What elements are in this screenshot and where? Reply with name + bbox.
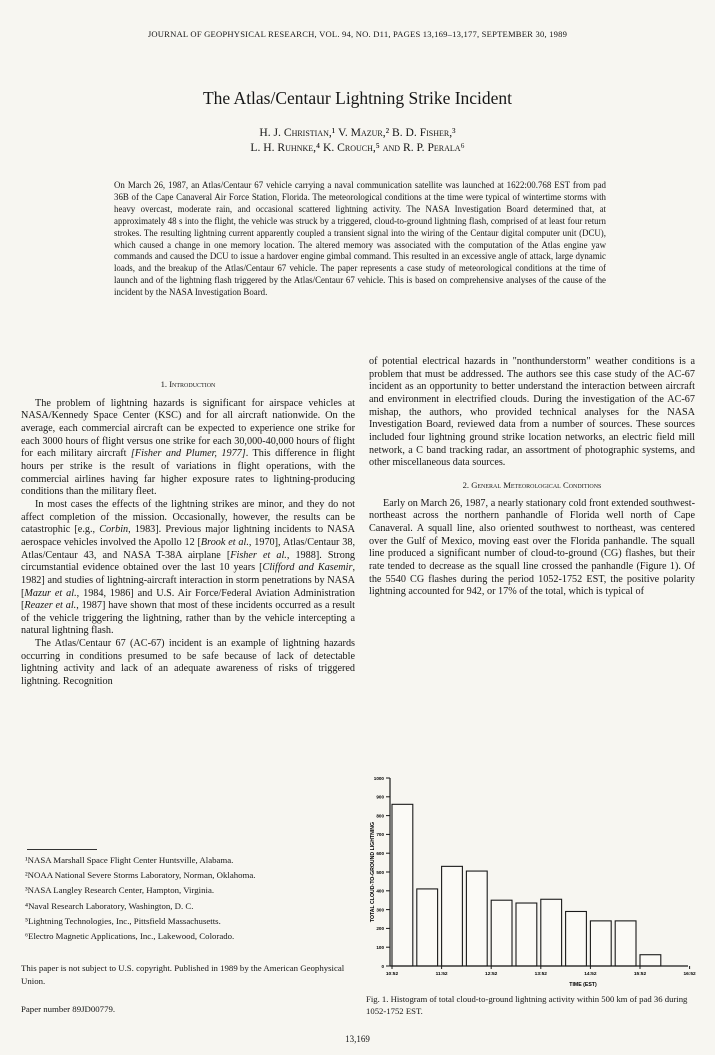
paper-title: The Atlas/Centaur Lightning Strike Incident bbox=[202, 88, 513, 108]
footnotes bbox=[25, 853, 355, 944]
abstract: On March 26, 1987, an Atlas/Centaur 67 vehicle carrying a naval communication satellite was launched at 1622:00.768 EST from pad 36B of the Cape Canaveral Air Force Station, Florida. The meteorological conditions at the time were typical of wintertime storms with heavy overcast, moderate rain, and occasional scattered lightning activity. The NASA Investigation Board determined that, at approximately 48 s into the flight, the vehicle was struck by a triggered, cloud-to-ground lightning flash, comprised of at least four return strokes. The resulting lightning current apparently coupled a transient signal into the wiring of the Centaur digital computer unit (DCU), which caused a change in one memory location. The altered memory was associated with the computation of the Atlas engine yaw commands and caused the DCU to issue a hardover engine gimbal command. This resulted in an excessive angle of attack, large dynamic loads, and the breakup of the Atlas/Centaur 67 vehicle. The paper represents a case study of meteorological conditions at the time of launch and of the lightning flash triggered by the Atlas/Centaur 67 vehicle. This is based on comprehensive analyses of the cause of the incident by the NASA Investigation Board. bbox=[114, 180, 606, 298]
histogram-bar bbox=[640, 955, 661, 966]
paragraph: The Atlas/Centaur 67 (AC-67) incident is an example of lightning hazards occurring in conditions presumed to be safe because of lack of detectable lightning activity and lack of an adequate awareness of risks of triggered lightning. Recognition bbox=[21, 638, 355, 688]
author-line-1: H. J. Christian,¹ V. Mazur,² B. D. Fisher,³ bbox=[259, 126, 456, 139]
footnote: ⁴Naval Research Laboratory, Washington, D. C. bbox=[25, 900, 194, 911]
histogram-bar bbox=[491, 900, 512, 966]
author-line-2: L. H. Ruhnke,⁴ K. Crouch,⁵ and R. P. Perala⁶ bbox=[250, 141, 465, 154]
histogram-bar bbox=[417, 889, 438, 966]
x-tick-label: 10:52 bbox=[385, 972, 399, 977]
paragraph: of potential electrical hazards in "nonthunderstorm" weather conditions is a problem that must be addressed. The authors see this case study of the AC-67 incident as an opportunity to better understand the interaction between aircraft and environment in electrified clouds. During the investigation of the AC-67 mishap, the authors, who provided technical analyses for the NASA Investigation Board, reviewed data from a number of sources. These sources included four lightning ground strike location networks, an electric field mill network, a C band tracking radar, an assortment of photographic systems, and other miscellaneous data sources. bbox=[369, 356, 695, 469]
histogram-bar bbox=[516, 903, 537, 966]
footnote: ⁶Electro Magnetic Applications, Inc., Lakewood, Colorado. bbox=[25, 931, 235, 942]
histogram-bar bbox=[541, 899, 562, 966]
left-column bbox=[21, 378, 355, 689]
paper-number: Paper number 89JD00779. bbox=[21, 1004, 116, 1014]
y-tick-label: 900 bbox=[376, 794, 384, 800]
y-tick-label: 500 bbox=[376, 869, 384, 875]
paragraph: The problem of lightning hazards is significant for airspace vehicles at NASA/Kennedy Space Center (KSC) and for all aircraft nationwide. On the average, each commercial aircraft can be expected to experience one strike for each 3000 hours of flight versus one strike for each 30,000-40,000 hours of flight for each military aircraft [Fisher and Plumer, 1977]. This difference in flight hours per strike is the result of variations in flight operations, with the commercial airlines having far higher exposure rates to lightning-producing conditions than the military fleet. bbox=[21, 397, 355, 498]
section-1-heading: 1. Introduction bbox=[160, 379, 216, 389]
footnote: ⁵Lightning Technologies, Inc., Pittsfield Massachusetts. bbox=[25, 915, 221, 926]
histogram-bar bbox=[615, 921, 636, 966]
y-tick-label: 800 bbox=[376, 813, 384, 819]
histogram-bar bbox=[466, 871, 487, 966]
right-column bbox=[369, 356, 695, 599]
footnote-rule bbox=[27, 849, 97, 850]
y-tick-label: 300 bbox=[376, 907, 384, 913]
footnote: ³NASA Langley Research Center, Hampton, Virginia. bbox=[25, 885, 215, 896]
histogram-bar bbox=[392, 804, 413, 966]
y-tick-label: 100 bbox=[376, 945, 384, 950]
y-tick-label: 400 bbox=[376, 888, 384, 894]
x-tick-label: 15:52 bbox=[633, 972, 647, 977]
y-tick-label: 200 bbox=[376, 926, 384, 932]
y-tick-label: 1000 bbox=[373, 775, 384, 781]
y-axis-label: TOTAL CLOUD-TO-GROUND LIGHTNING bbox=[370, 821, 376, 923]
y-tick-label: 700 bbox=[376, 832, 384, 838]
x-tick-label: 13:52 bbox=[534, 972, 547, 977]
author-list bbox=[0, 125, 715, 155]
figure-caption: Fig. 1. Histogram of total cloud-to-ground lightning activity within 500 km of pad 36 during 1052-1752 EST. bbox=[366, 994, 688, 1016]
paragraph: Early on March 26, 1987, a nearly stationary cold front extended southwest-northeast across the northern panhandle of Florida well north of Cape Canaveral. A squall line, also oriented southwest to northeast, was centered over the Gulf of Mexico, moving east over the Florida panhandle. The squall line produced a significant number of cloud-to-ground (CG) flashes, but their rate tended to decrease as the squall line crossed the panhandle (Figure 1). Of the 5540 CG flashes during the period 1052-1752 EST, the positive polarity lightning accounted for 942, or 17% of the total, which is typical of bbox=[369, 497, 695, 598]
journal-header: JOURNAL OF GEOPHYSICAL RESEARCH, VOL. 94, NO. D11, PAGES 13,169–13,177, SEPTEMBER 30, 1989 bbox=[147, 29, 568, 39]
histogram-bar bbox=[566, 911, 587, 966]
x-tick-label: 14:52 bbox=[584, 972, 597, 977]
page-number: 13,169 bbox=[345, 1034, 370, 1044]
copyright-notice: This paper is not subject to U.S. copyright. Published in 1989 by the American Geophysical Union. bbox=[21, 963, 345, 987]
x-tick-label: 12:52 bbox=[485, 972, 498, 977]
section-2-heading: 2. General Meteorological Conditions bbox=[462, 479, 602, 490]
x-axis-label: TIME (EST) bbox=[569, 982, 597, 988]
x-tick-label: 16:52 bbox=[683, 972, 696, 977]
y-tick-label: 600 bbox=[376, 851, 384, 856]
lightning-histogram bbox=[362, 770, 700, 992]
paragraph: In most cases the effects of the lightning strikes are minor, and they do not affect completion of the mission. Occasionally, however, the results can be catastrophic [e.g., Corbin, 1983]. Previous major lightning incidents to NASA aerospace vehicles involved the Apollo 12 [Brook et al., 1970], Atlas/Centaur 38, Atlas/Centaur 43, and NASA T-38A airplane [Fisher et al., 1988]. Strong circumstantial evidence obtained over the last 10 years [Clifford and Kasemir, 1982] and studies of lightning-aircraft interaction in storm penetrations by NASA [Mazur et al., 1984, 1986] and U.S. Air Force/Federal Aviation Administration [Reazer et al., 1987] have shown that most of these incidents occurred as a result of the vehicle triggering the lightning, rather than by the vehicle intercepting a natural lightning flash. bbox=[21, 498, 356, 637]
y-tick-label: 0 bbox=[381, 963, 384, 969]
histogram-bar bbox=[590, 921, 611, 966]
x-tick-label: 11:52 bbox=[435, 972, 448, 977]
footnote: ²NOAA National Severe Storms Laboratory, Norman, Oklahoma. bbox=[25, 870, 256, 881]
histogram-bar bbox=[442, 866, 463, 966]
footnote: ¹NASA Marshall Space Flight Center Huntsville, Alabama. bbox=[25, 855, 234, 865]
